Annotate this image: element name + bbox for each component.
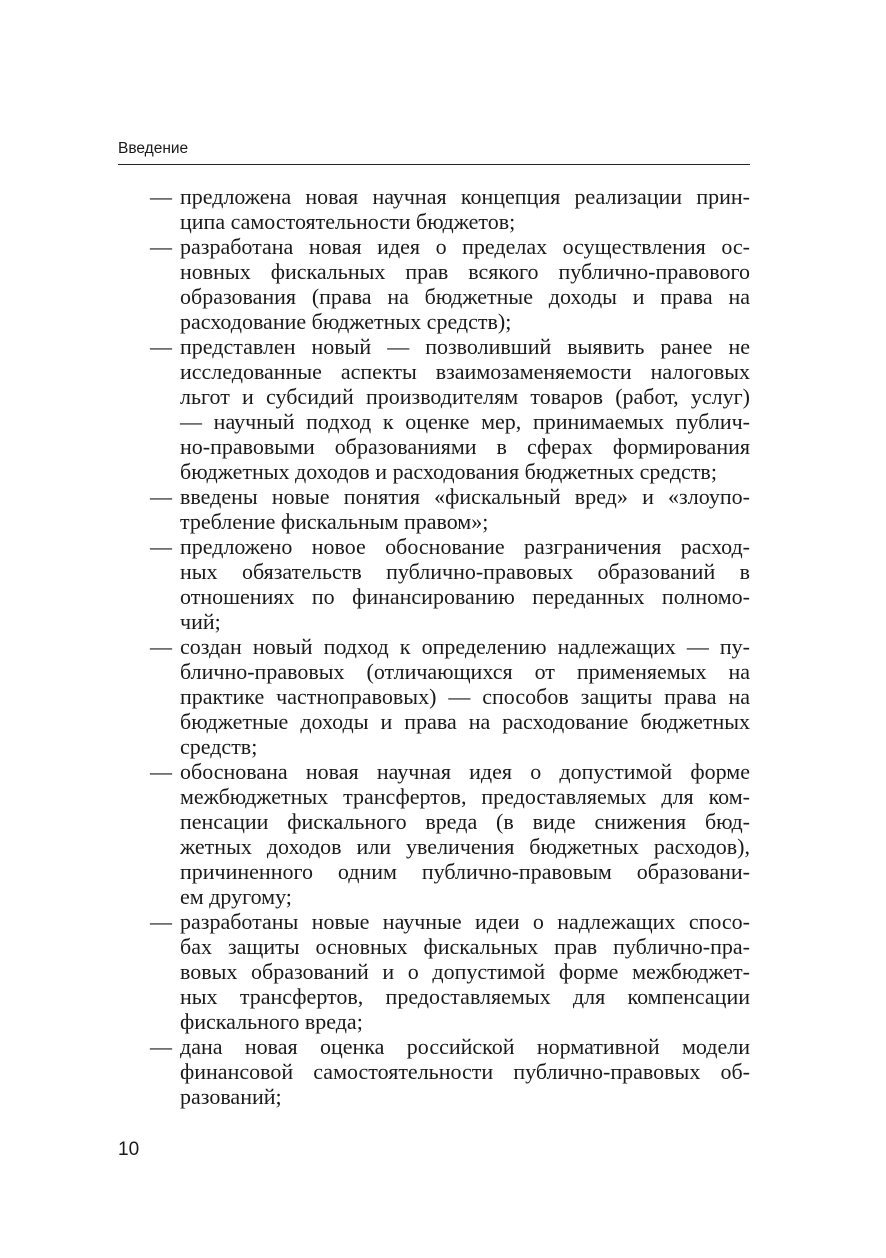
text-line: фискального вреда;: [180, 1009, 363, 1034]
list-item: [150, 484, 750, 534]
text-line: чий;: [180, 609, 221, 634]
text-line: предложена новая научная концепция реализации прин-: [180, 184, 750, 209]
text-line: — научный подход к оценке мер, принимаемых публич-: [180, 409, 750, 434]
text-line: новных фискальных прав всякого публично-правового: [180, 259, 750, 284]
list-item: [150, 334, 750, 484]
list-dash-marker: —: [150, 534, 172, 559]
list-item: [150, 634, 750, 759]
achievements-list: [150, 184, 750, 1109]
text-line: жетных доходов или увеличения бюджетных расходов),: [180, 834, 750, 859]
text-line: межбюджетных трансфертов, предоставляемых для ком-: [180, 784, 750, 809]
list-item: [150, 759, 750, 909]
text-line: ных трансфертов, предоставляемых для компенсации: [180, 984, 750, 1009]
text-line: практике частноправовых) — способов защиты права на: [180, 684, 750, 709]
text-line: расходование бюджетных средств);: [180, 309, 512, 334]
text-line: разработана новая идея о пределах осуществления ос-: [180, 234, 750, 259]
list-dash-marker: —: [150, 909, 172, 934]
list-item: [150, 184, 750, 234]
text-line: разований;: [180, 1084, 282, 1109]
text-line: исследованные аспекты взаимозаменяемости налоговых: [180, 359, 750, 384]
list-dash-marker: —: [150, 1034, 172, 1059]
text-line: вовых образований и о допустимой форме межбюджет-: [180, 959, 750, 984]
header-rule: [118, 164, 750, 165]
text-line: бах защиты основных фискальных прав публично-пра-: [180, 934, 750, 959]
list-dash-marker: —: [150, 184, 172, 209]
text-line: создан новый подход к определению надлежащих — пу-: [180, 634, 750, 659]
text-line: но-правовыми образованиями в сферах формирования: [180, 434, 750, 459]
text-line: предложено новое обоснование разграничения расход-: [180, 534, 750, 559]
text-line: бюджетных доходов и расходования бюджетных средств;: [180, 459, 717, 484]
list-item: [150, 1034, 750, 1109]
text-line: пенсации фискального вреда (в виде снижения бюд-: [180, 809, 750, 834]
text-line: дана новая оценка российской нормативной модели: [180, 1034, 750, 1059]
text-line: бюджетные доходы и права на расходование бюджетных: [180, 709, 750, 734]
running-head: Введение: [118, 140, 189, 157]
text-line: представлен новый — позволивший выявить ранее не: [180, 334, 750, 359]
text-line: ных обязательств публично-правовых образований в: [180, 559, 750, 584]
text-line: блично-правовых (отличающихся от применяемых на: [180, 659, 750, 684]
text-line: образования (права на бюджетные доходы и права на: [180, 284, 750, 309]
text-line: разработаны новые научные идеи о надлежащих спосо-: [180, 909, 750, 934]
text-line: причиненного одним публично-правовым образовани-: [180, 859, 750, 884]
list-item: [150, 909, 750, 1034]
page-number: 10: [118, 1139, 140, 1160]
text-line: отношениях по финансированию переданных полномо-: [180, 584, 750, 609]
list-dash-marker: —: [150, 234, 172, 259]
list-dash-marker: —: [150, 634, 172, 659]
text-line: финансовой самостоятельности публично-правовых об-: [180, 1059, 750, 1084]
text-line: обоснована новая научная идея о допустимой форме: [180, 759, 750, 784]
list-dash-marker: —: [150, 484, 172, 509]
text-line: льгот и субсидий производителям товаров (работ, услуг): [180, 384, 750, 409]
text-line: введены новые понятия «фискальный вред» и «злоупо-: [180, 484, 750, 509]
list-dash-marker: —: [150, 334, 172, 359]
text-line: ем другому;: [180, 884, 292, 909]
list-dash-marker: —: [150, 759, 172, 784]
text-line: требление фискальным правом»;: [180, 509, 489, 534]
list-item: [150, 534, 750, 634]
list-item: [150, 234, 750, 334]
text-line: ципа самостоятельности бюджетов;: [180, 209, 516, 234]
text-line: средств;: [180, 734, 258, 759]
